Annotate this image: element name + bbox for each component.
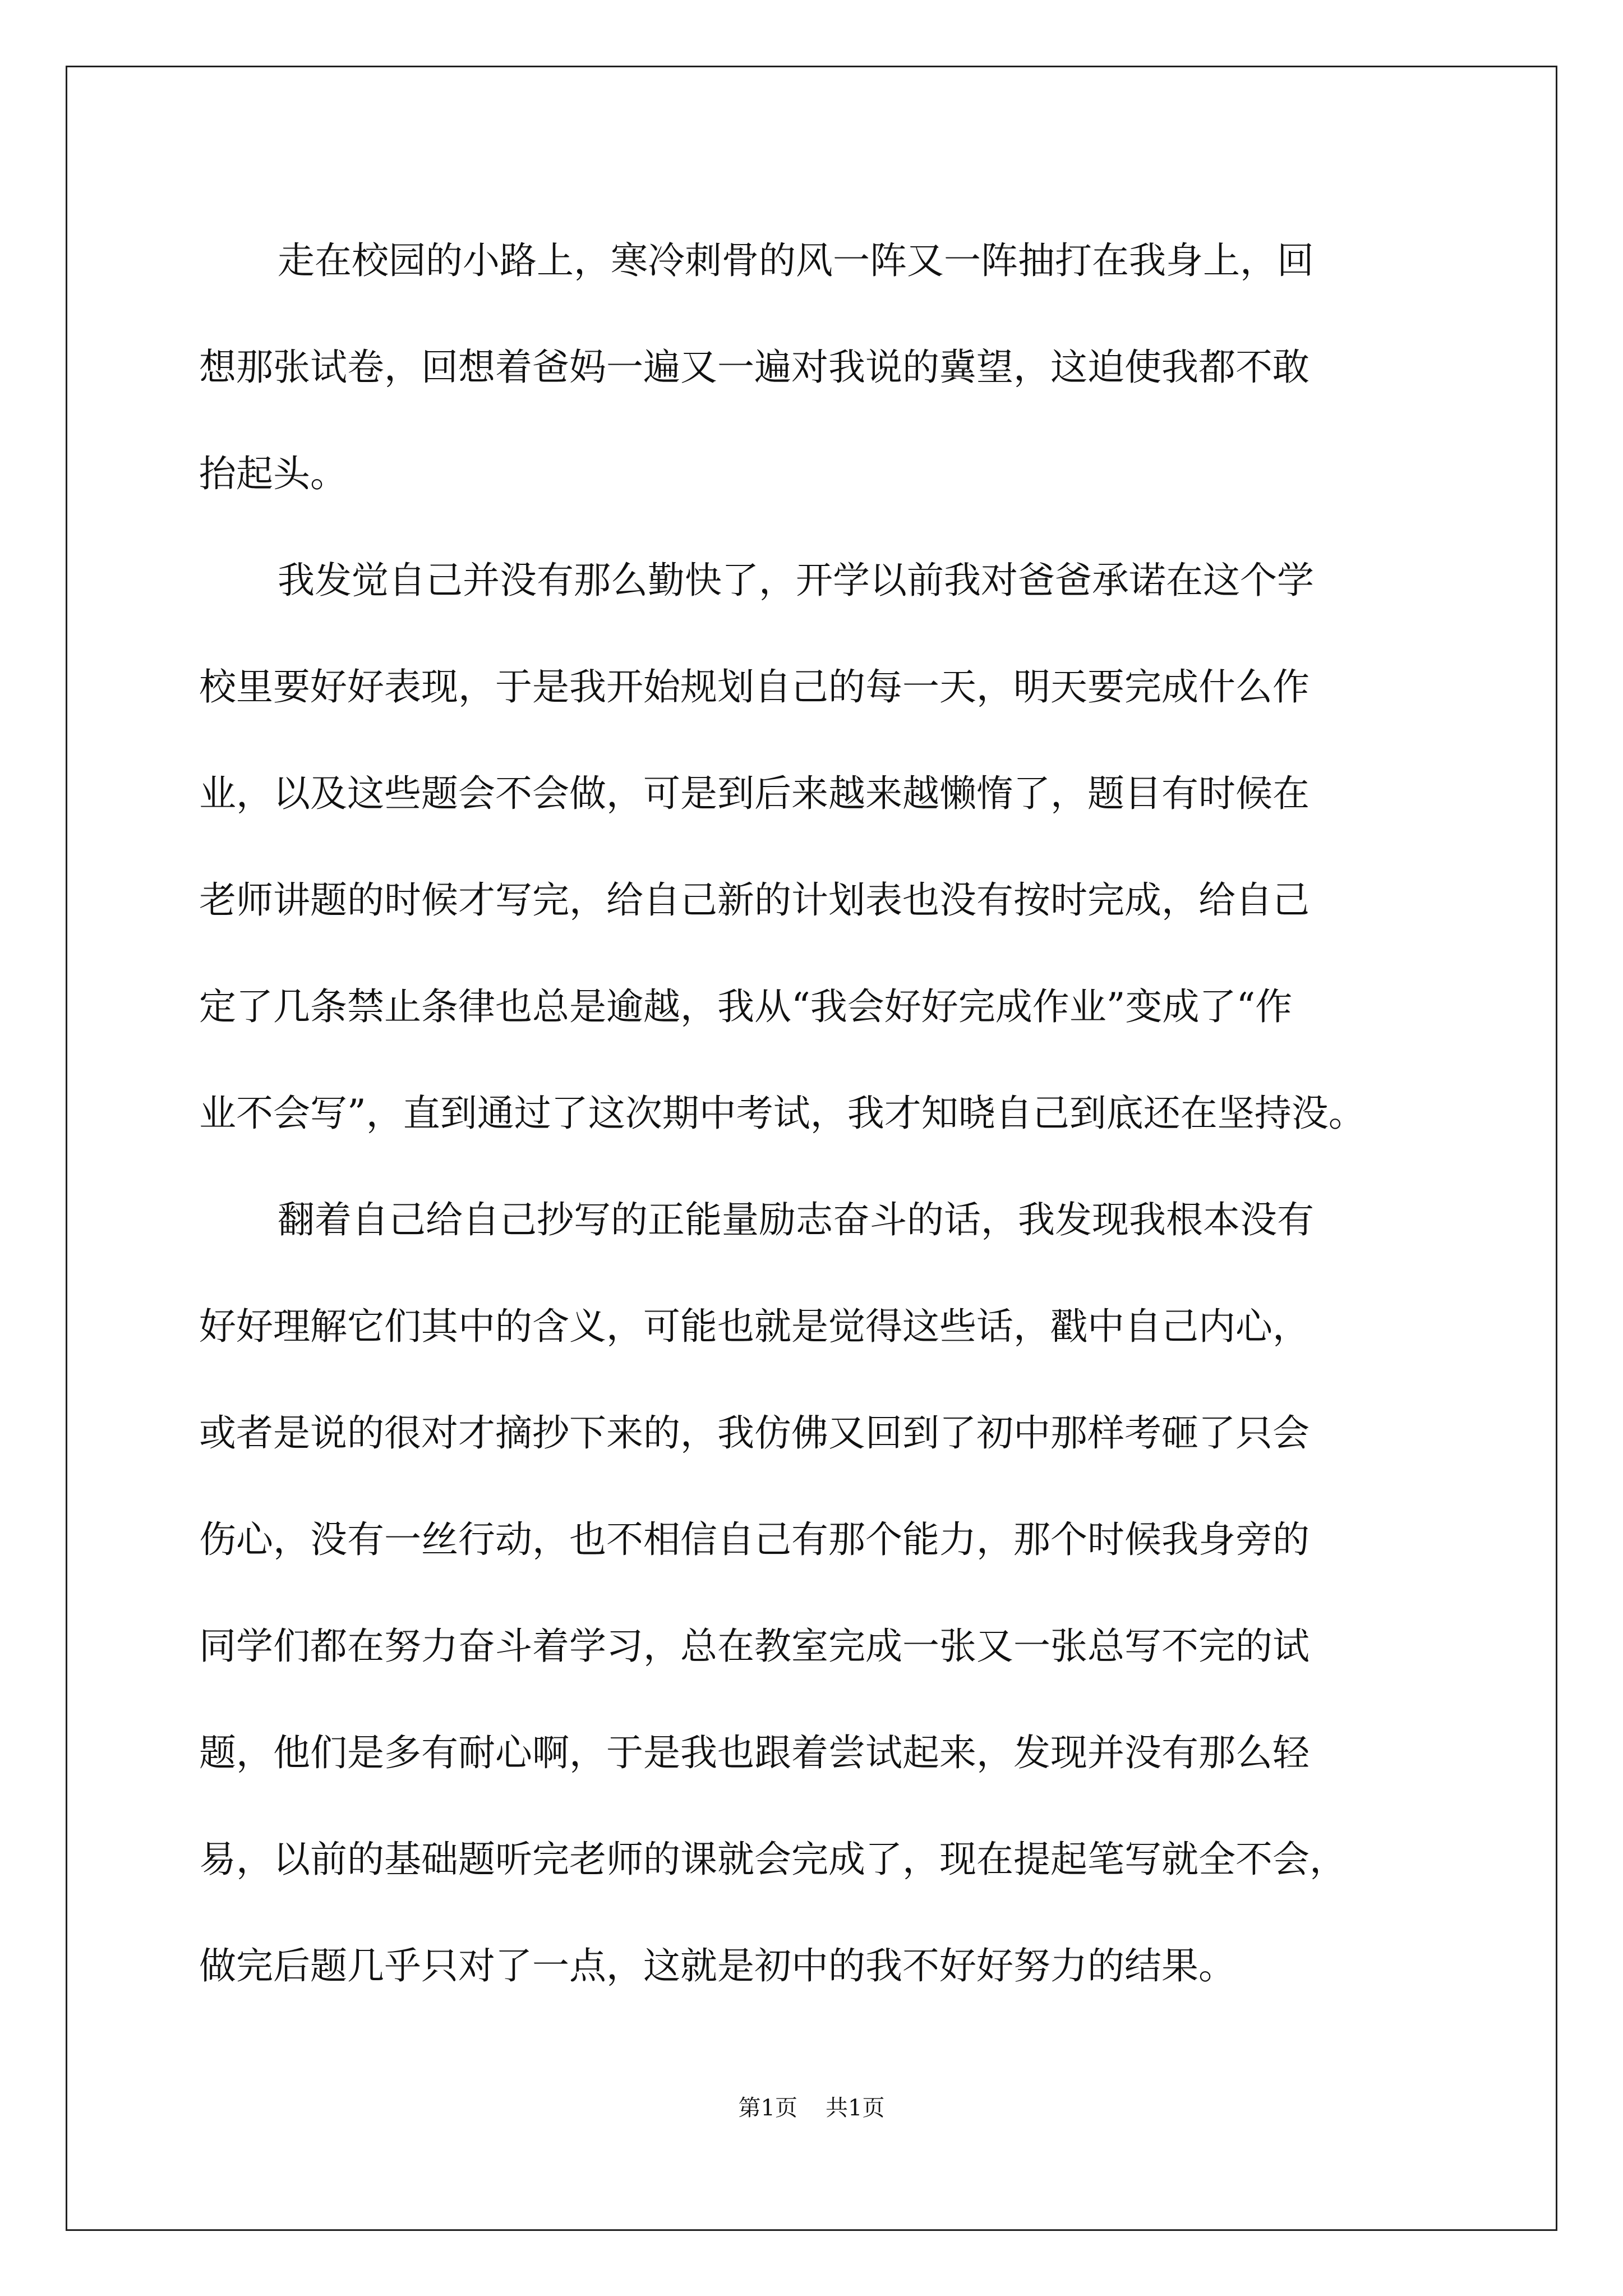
- paragraph-line: 定了几条禁止条律也总是逾越，我从“我会好好完成作业”变成了“作: [199, 985, 1293, 1028]
- paragraph-line: 业不会写”，直到通过了这次期中考试，我才知晓自己到底还在坚持没。: [199, 1092, 1366, 1135]
- paragraph-line: 我发觉自己并没有那么勤快了，开学以前我对爸爸承诺在这个学: [278, 559, 1314, 602]
- paragraph-line: 抬起头。: [199, 452, 347, 495]
- paragraph-line: 走在校园的小路上，寒冷刺骨的风一阵又一阵抽打在我身上，回: [278, 239, 1314, 282]
- paragraph-line: 老师讲题的时候才写完，给自己新的计划表也没有按时完成，给自己: [199, 878, 1310, 922]
- paragraph-line: 好好理解它们其中的含义，可能也就是觉得这些话，戳中自己内心，: [199, 1305, 1310, 1348]
- paragraph-line: 或者是说的很对才摘抄下来的，我仿佛又回到了初中那样考砸了只会: [199, 1411, 1310, 1455]
- paragraph-line: 题，他们是多有耐心啊，于是我也跟着尝试起来，发现并没有那么轻: [199, 1731, 1310, 1774]
- paragraph-line: 校里要好好表现，于是我开始规划自己的每一天，明天要完成什么作: [199, 665, 1310, 708]
- paragraph-line: 业，以及这些题会不会做，可是到后来越来越懒惰了，题目有时候在: [199, 772, 1310, 815]
- paragraph-line: 翻着自己给自己抄写的正能量励志奋斗的话，我发现我根本没有: [278, 1198, 1314, 1241]
- paragraph-line: 想那张试卷，回想着爸妈一遍又一遍对我说的冀望，这迫使我都不敢: [199, 346, 1310, 389]
- page-footer: [0, 2091, 1623, 2125]
- document-body: [199, 208, 1433, 2019]
- paragraph-line: 伤心，没有一丝行动，也不相信自己有那个能力，那个时候我身旁的: [199, 1518, 1310, 1561]
- page-number: 第1页: [738, 2095, 797, 2121]
- paragraph-line: 易，以前的基础题听完老师的课就会完成了，现在提起笔写就全不会，: [199, 1838, 1347, 1881]
- paragraph-line: 做完后题几乎只对了一点，这就是初中的我不好好努力的结果。: [199, 1944, 1235, 1987]
- paragraph-line: 同学们都在努力奋斗着学习，总在教室完成一张又一张总写不完的试: [199, 1625, 1310, 1668]
- page-total: 共1页: [826, 2095, 885, 2121]
